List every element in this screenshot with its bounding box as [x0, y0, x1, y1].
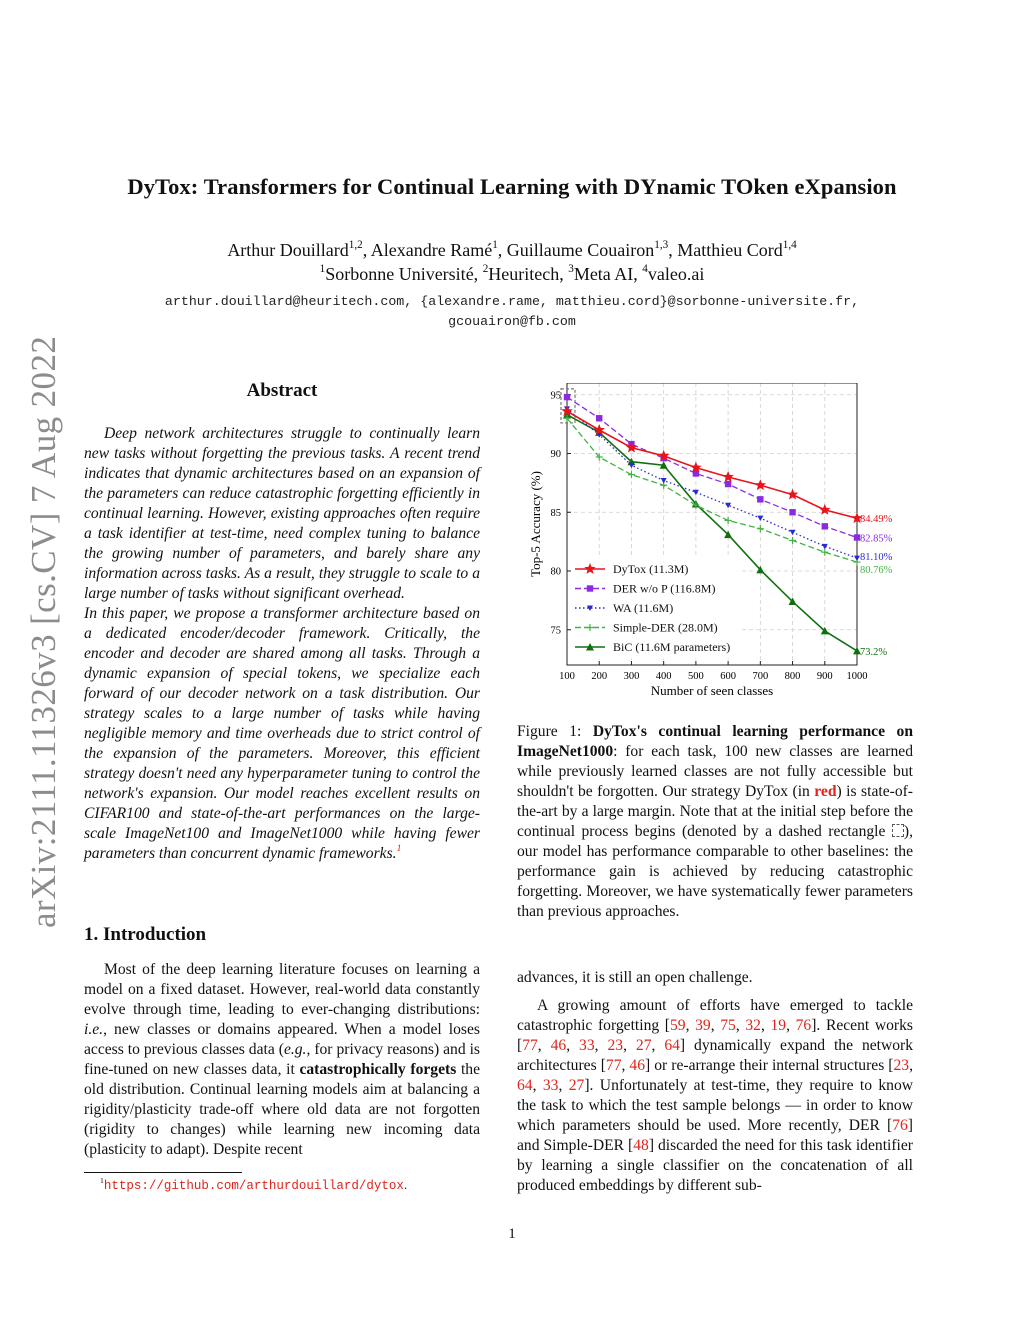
citation-link[interactable]: 32 — [745, 1017, 761, 1034]
citation-link[interactable]: 64 — [664, 1037, 680, 1054]
data-point-plus — [757, 525, 764, 532]
x-tick-label: 800 — [784, 671, 801, 682]
author-name: Alexandre Ramé — [370, 240, 493, 260]
caption-label: Figure 1: — [517, 723, 593, 740]
author-name: Matthieu Cord — [677, 240, 783, 260]
citation-link[interactable]: 75 — [720, 1017, 736, 1034]
footnote-number: 1 — [100, 1176, 104, 1186]
abstract-paragraph — [84, 604, 480, 864]
x-tick-label: 500 — [688, 671, 704, 682]
end-value-label: 81.10% — [860, 552, 893, 564]
citation-link[interactable]: 48 — [633, 1137, 649, 1154]
author-affil-mark: 1,3 — [654, 238, 669, 251]
series-line — [567, 409, 857, 558]
data-point-triangle-down — [693, 490, 699, 496]
page-number: 1 — [508, 1226, 516, 1242]
series-dytox — [561, 405, 892, 525]
affil-mark: 4 — [642, 262, 648, 275]
data-point-plus — [789, 537, 796, 544]
abstract-paragraph: Deep network architectures struggle to continually learn new tasks without forgetting the previous tasks. A recent trend indicates that dynamic architectures based on an expansion of the parameters can reduce catastrophic forgetting efficiently in continual learning. However, existing approaches often require a task identifier at test-time, need complex tuning to balance the growing number of parameters, and barely share any information across tasks. As a result, they struggle to scale to a large number of tasks without significant overhead. — [84, 425, 480, 602]
data-point-square — [822, 523, 828, 529]
affiliation: Sorbonne Université, — [325, 264, 483, 284]
data-point-star — [722, 471, 733, 482]
affiliation-list — [0, 264, 1024, 285]
caption-text: ) is state-of-the-art by a large margin. Note that at the initial step before the continual process begins (denoted by a dashed rectangle — [517, 783, 914, 840]
footnote-end: . — [403, 1178, 408, 1192]
intro-text: Most of the deep learning literature focuses on learning a model on a fixed dataset. However, real-world data constantly evolve through time, leading to ever-changing distributions: — [84, 961, 480, 1018]
caption-text: : for each task, 100 new classes are learned while previously learned classes are not fully accessible but shouldn't be forgotten. Our strategy DyTox (in — [517, 743, 913, 800]
citation-link[interactable]: 23 — [893, 1057, 910, 1074]
data-point-plus — [628, 471, 635, 478]
data-point-square — [596, 415, 602, 421]
footnote-mark[interactable]: 1 — [396, 842, 402, 854]
y-tick-label: 85 — [550, 507, 561, 519]
data-point-square — [564, 394, 570, 400]
citation-link[interactable]: 19 — [770, 1017, 787, 1034]
section-heading-introduction: 1. Introduction — [84, 924, 207, 945]
y-tick-label: 80 — [550, 566, 561, 578]
affiliation: Heuritech, — [488, 264, 569, 284]
affil-mark: 2 — [482, 262, 489, 275]
data-point-square — [587, 585, 593, 591]
legend-label: BiC (11.6M parameters) — [613, 640, 731, 654]
body-paragraph: A growing amount of efforts have emerged to tackle catastrophic forgetting [59, 39, 75, 32, 19, 76]. Recent works [77, 46, 33, 23, 27, 64] dynamically expand the network architectures [77, 46] or re-arrange their internal structures [23, 64, 33, 27]. Unfortunately at test-time, they require to know the task to which the test sample belongs — in order to know which parameters should be used. More recently, DER [76] and Simple-DER [48] discarded the need for this task identifier by learning a single classifier on the concatenation of all produced embeddings by different sub- — [517, 997, 914, 1194]
data-point-triangle-down — [822, 544, 828, 550]
caption-red-word: red — [814, 783, 837, 800]
citation-link[interactable]: 77 — [605, 1057, 622, 1074]
end-value-label: 84.49% — [860, 514, 893, 526]
footnote — [100, 1178, 407, 1193]
author-affil-mark: 1,4 — [782, 238, 797, 251]
intro-italic: i.e. — [84, 1021, 104, 1038]
citation-link[interactable]: 77 — [522, 1037, 538, 1054]
author-affil-mark: 1 — [492, 238, 498, 251]
body-text: ]. Unfortunately at test-time, they require to know the task to which the test sample belongs — in order to know which parameters should be used. More recently, DER [ — [517, 1077, 914, 1134]
right-column-body — [517, 968, 913, 1196]
series-line — [567, 411, 857, 518]
citation-link[interactable]: 33 — [542, 1077, 559, 1094]
x-tick-label: 100 — [559, 671, 575, 682]
y-tick-label: 75 — [550, 625, 561, 637]
citation-link[interactable]: 76 — [892, 1117, 908, 1134]
y-tick-label: 95 — [550, 390, 561, 402]
body-text: ]. Recent works [ — [517, 1017, 913, 1054]
affil-mark: 1 — [319, 262, 326, 275]
citation-link[interactable]: 76 — [795, 1017, 812, 1034]
data-point-triangle-down — [628, 463, 634, 469]
intro-paragraph — [84, 960, 480, 1160]
body-text: ] discarded the need for this task identifier by learning a single classifier on the concatenation of all produced embeddings by different sub- — [517, 1137, 913, 1194]
citation-link[interactable]: 33 — [579, 1037, 595, 1054]
data-point-plus — [821, 549, 828, 556]
email-line: arthur.douillard@heuritech.com, {alexandre.rame, matthieu.cord}@sorbonne-universite.fr, — [164, 294, 860, 309]
end-value-label: 73.2% — [860, 646, 888, 658]
y-tick-label: 90 — [550, 449, 561, 460]
body-paragraph: advances, it is still an open challenge. — [517, 969, 753, 986]
affil-mark: 3 — [568, 262, 574, 275]
citation-link[interactable]: 64 — [517, 1077, 533, 1094]
body-text: A growing amount of efforts have emerged to tackle catastrophic forgetting [ — [517, 997, 913, 1034]
data-point-star — [626, 442, 637, 453]
body-text: ] dynamically expand the network architectures [ — [517, 1037, 914, 1074]
email-line: gcouairon@fb.com — [448, 314, 576, 329]
x-tick-label: 200 — [591, 671, 608, 682]
data-point-plus — [692, 502, 699, 509]
citation-link[interactable]: 46 — [550, 1037, 567, 1054]
introduction-body — [84, 960, 480, 1160]
x-tick-label: 300 — [623, 671, 640, 682]
x-tick-label: 1000 — [846, 671, 868, 682]
citation-link[interactable]: 46 — [629, 1057, 646, 1074]
x-tick-label: 900 — [816, 671, 833, 682]
affiliation: valeo.ai — [647, 264, 705, 284]
x-tick-label: 600 — [720, 671, 736, 682]
body-text: ] or re-arrange their internal structures [ — [645, 1057, 894, 1074]
x-tick-label: 400 — [655, 671, 672, 682]
series-line — [567, 397, 857, 537]
citation-link[interactable]: 39 — [695, 1017, 711, 1034]
author-name: Guillaume Couairon — [506, 240, 655, 260]
data-point-plus — [725, 517, 732, 524]
citation-link[interactable]: 59 — [670, 1017, 686, 1034]
caption-paragraph — [517, 722, 913, 922]
dashed-rectangle-icon — [892, 824, 904, 837]
data-point-square — [725, 481, 731, 487]
citation-link[interactable]: 23 — [607, 1037, 624, 1054]
figure-caption — [517, 722, 913, 922]
arxiv-side-stamp: arXiv:2111.11326v3 [cs.CV] 7 Aug 2022 — [24, 335, 63, 928]
legend-label: Simple-DER (28.0M) — [613, 620, 718, 635]
affiliation: Meta AI, — [573, 264, 643, 284]
data-point-triangle-down — [661, 478, 667, 484]
data-point-square — [789, 509, 795, 515]
accuracy-line-chart — [525, 383, 925, 703]
abstract-heading: Abstract — [246, 380, 318, 401]
footnote-rule — [84, 1172, 242, 1173]
abstract-body — [84, 424, 480, 864]
abstract-text: In this paper, we propose a transformer architecture based on a dedicated encoder/decoder framework. Critically, the encoder and decoder are shared among all tasks. Through a dynamic expansion of special tokens, we specialize each forward of our decoder network on a task distribution. Our strategy scales to a large number of tasks while having negligible memory and time overheads due to strict control of the expansion of the parameters. Moreover, this efficient strategy doesn't need any hyperparameter tuning to control the network's expansion. Our model reaches excellent results on CIFAR100 and state-of-the-art performances on the large-scale ImageNet100 and ImageNet1000 while having fewer parameters than concurrent dynamic frameworks. — [84, 605, 480, 862]
caption-text: ), our model has performance comparable to other baselines: the performance gain is achieved by reducing catastrophic forgetting. Moreover, we have systematically fewer parameters than previous approaches. — [517, 823, 913, 920]
citation-link[interactable]: 27 — [635, 1037, 652, 1054]
data-point-triangle-down — [757, 516, 763, 522]
intro-text: , for privacy reasons) and is fine-tuned on new classes data, it — [84, 1041, 480, 1078]
author-list: Arthur Douillard$^{1,2}$, Alexandre Ramé$^1$, Guillaume Couairon$^{1,3}$, Matthieu Cord$^{1,4}$ — [227, 238, 797, 260]
intro-italic: e.g. — [283, 1041, 307, 1058]
paper-title: DyTox: Transformers for Continual Learning with DYnamic TOken eXpansion — [127, 174, 897, 199]
x-tick-label: 700 — [752, 671, 769, 682]
intro-bold: catastrophically forgets — [299, 1061, 457, 1078]
end-value-label: 82.85% — [860, 533, 893, 545]
author-affil-mark: 1,2 — [348, 238, 363, 251]
author-emails — [0, 292, 1024, 332]
y-axis-label: Top-5 Accuracy (%) — [528, 471, 543, 577]
author-name: Arthur Douillard — [227, 240, 349, 260]
caption-bold: DyTox's continual learning performance on ImageNet1000 — [517, 723, 913, 760]
data-point-square — [757, 496, 763, 502]
series-line — [567, 418, 857, 562]
x-axis-label: Number of seen classes — [650, 683, 774, 698]
footnote-link[interactable]: https://github.com/arthurdouillard/dytox — [103, 1179, 404, 1193]
data-point-star — [819, 504, 830, 515]
intro-text: , new classes or domains appeared. When a model loses access to previous classes data ( — [84, 1021, 480, 1058]
data-point-triangle-down — [790, 530, 796, 536]
body-text: ] and Simple-DER [ — [517, 1117, 913, 1154]
end-value-label: 80.76% — [860, 565, 893, 577]
intro-text: the old distribution. Continual learning models aim at balancing a rigidity/plasticity trade-off where old data are not forgotten (rigidity to changes) while learning new incoming data (plasticity to adapt). Despite recent — [84, 1061, 480, 1158]
legend-label: DyTox (11.3M) — [613, 562, 689, 576]
legend-label: DER w/o P (116.8M) — [613, 581, 716, 596]
citation-link[interactable]: 27 — [568, 1077, 585, 1094]
legend-label: WA (11.6M) — [613, 601, 674, 615]
legend — [571, 557, 739, 659]
